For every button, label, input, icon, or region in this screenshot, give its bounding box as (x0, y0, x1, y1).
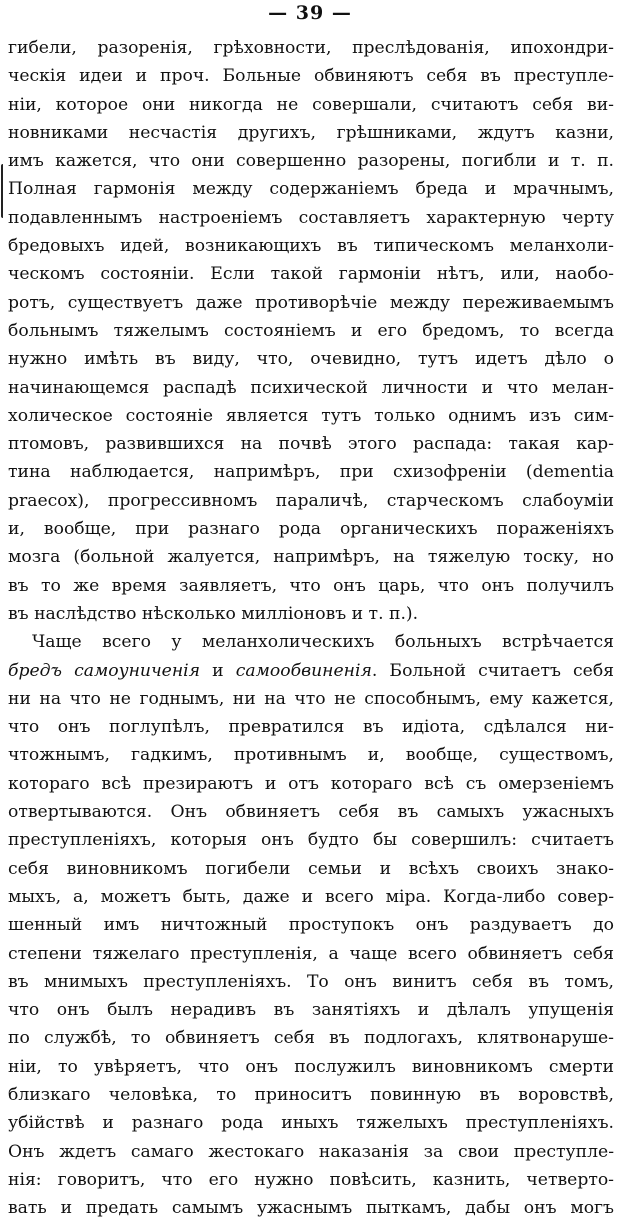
text-line: praecox), прогрессивномъ параличѣ, старческомъ слабоуміи (8, 490, 614, 511)
text-line: Онъ ждетъ самаго жестокаго наказанія за свои преступле- (8, 1141, 614, 1162)
text-line: начинающемся распадѣ психической личности и что мелан- (8, 377, 614, 398)
body-text (8, 34, 614, 1222)
text-line: близкаго человѣка, то приноситъ повинную въ воровствѣ, (8, 1084, 614, 1105)
text-line: ческія идеи и проч. Больные обвиняютъ себя въ преступле- (8, 66, 614, 87)
text-line: и, вообще, при разнаго рода органическихъ пораженіяхъ (8, 519, 614, 540)
text-line: гибели, разоренія, грѣховности, преслѣдованія, ипохондри- (8, 38, 614, 58)
text-line: тина наблюдается, напримѣръ, при схизофреніи (dementia (8, 462, 614, 483)
margin-bracket-mark (1, 164, 6, 218)
text-line: больнымъ тяжелымъ состояніемъ и его бредомъ, то всегда (8, 320, 614, 341)
text-line: что онъ поглупѣлъ, превратился въ идіота, сдѣлался ни- (8, 717, 614, 738)
text-line: ческомъ состояніи. Если такой гармоніи нѣтъ, или, наобо- (8, 264, 614, 285)
text-line: подавленнымъ настроеніемъ составляетъ характерную черту (8, 207, 614, 228)
text-line: птомовъ, развившихся на почвѣ этого распада: такая кар- (8, 434, 614, 455)
text-line: нія: говоритъ, что его нужно повѣсить, казнить, четверто- (8, 1169, 614, 1190)
text-line: что онъ былъ нерадивъ въ занятіяхъ и дѣлалъ упущенія (8, 1000, 614, 1021)
text-line: нужно имѣть въ виду, что, очевидно, тутъ идетъ дѣло о (8, 349, 614, 370)
text-line: мыхъ, а, можетъ быть, даже и всего міра. Когда-либо совер- (8, 886, 614, 907)
text-line: въ наслѣдство нѣсколько милліоновъ и т. п.). (8, 603, 419, 624)
italic-term: самообвиненія (235, 660, 372, 681)
conjunction: и (200, 660, 236, 681)
text-line: убійствѣ и разнаго рода иныхъ тяжелыхъ преступленіяхъ. (8, 1113, 614, 1134)
text-line: вать и предать самымъ ужаснымъ пыткамъ, дабы онъ могъ (8, 1198, 614, 1219)
text-line: Полная гармонія между содержаніемъ бреда и мрачнымъ, (8, 179, 614, 200)
text-line: отвертываются. Онъ обвиняетъ себя въ самыхъ ужасныхъ (8, 802, 614, 823)
text-line: имъ кажется, что они совершенно разорены, погибли и т. п. (8, 151, 614, 172)
text-line-with-italics (8, 657, 614, 685)
text-line: въ то же время заявляетъ, что онъ царь, что онъ получилъ (8, 575, 614, 596)
text-line: ротъ, существуетъ даже противорѣчіе между переживаемымъ (8, 292, 614, 313)
text-line: преступленіяхъ, которыя онъ будто бы совершилъ: считаетъ (8, 830, 614, 851)
text-line: шенный имъ ничтожный проступокъ онъ раздуваетъ до (8, 915, 614, 936)
text-line: холическое состояніе является тутъ только однимъ изъ сим- (8, 405, 614, 426)
text-line: мозга (больной жалуется, напримѣръ, на тяжелую тоску, но (8, 547, 614, 568)
page-number: — 39 — (268, 2, 352, 24)
text-line: ни на что не годнымъ, ни на что не способнымъ, ему кажется, (8, 688, 614, 709)
italic-term: бредъ самоуниченія (8, 660, 201, 681)
text-line: новниками несчастія другихъ, грѣшниками, ждутъ казни, (8, 122, 614, 143)
text-line: котораго всѣ презираютъ и отъ котораго всѣ съ омерзеніемъ (8, 773, 614, 794)
text-line: степени тяжелаго преступленія, а чаще всего обвиняетъ себя (8, 943, 614, 964)
text-line: ніи, которое они никогда не совершали, считаютъ себя ви- (8, 94, 614, 115)
text-line: бредовыхъ идей, возникающихъ въ типическомъ меланхоли- (8, 236, 614, 257)
text-line: ніи, то увѣряетъ, что онъ послужилъ виновникомъ смерти (8, 1056, 614, 1077)
text-line: въ мнимыхъ преступленіяхъ. То онъ винитъ себя въ томъ, (8, 971, 614, 992)
text-line: себя виновникомъ погибели семьи и всѣхъ своихъ знако- (8, 858, 614, 879)
text-line: чтожнымъ, гадкимъ, противнымъ и, вообще, существомъ, (8, 745, 614, 766)
line-rest: . Больной считаетъ себя (371, 660, 614, 681)
text-line: по службѣ, то обвиняетъ себя въ подлогахъ, клятвонаруше- (8, 1028, 614, 1049)
paragraph-start-line: Чаще всего у меланхолическихъ больныхъ встрѣчается (32, 632, 614, 653)
